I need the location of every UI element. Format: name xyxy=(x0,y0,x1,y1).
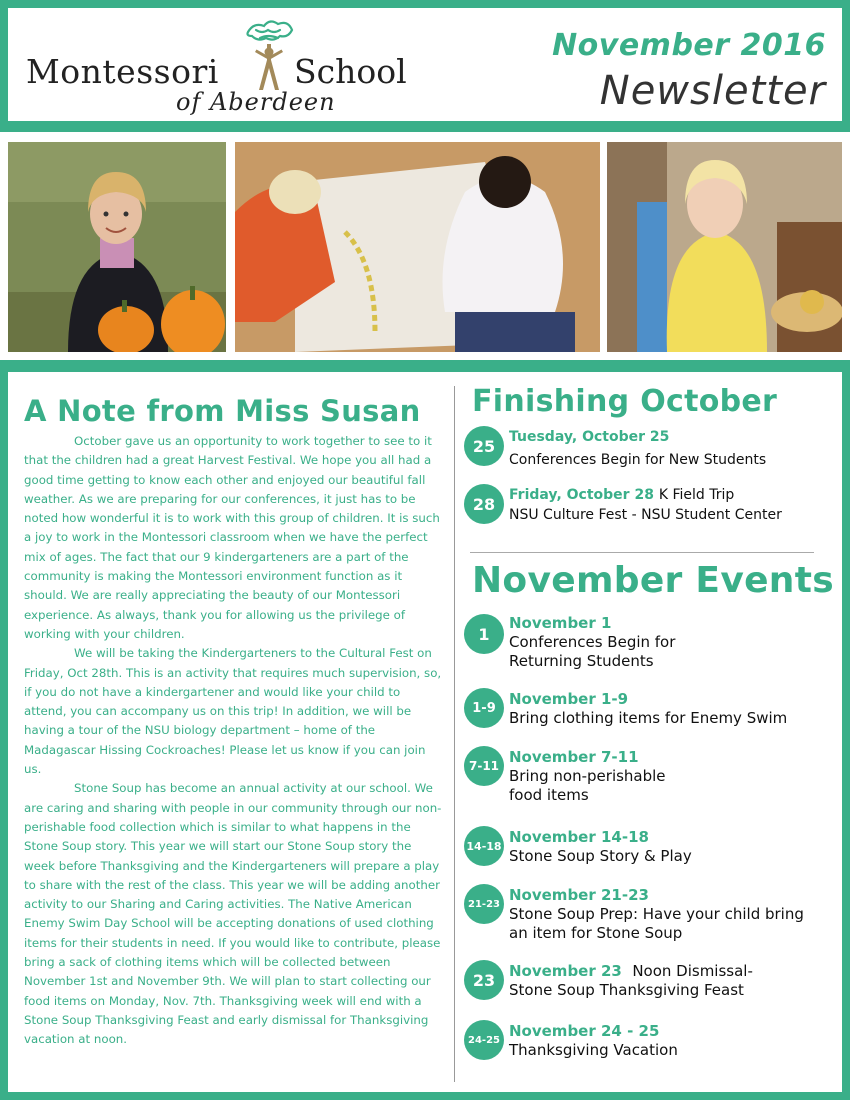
event-description: Stone Soup Thanksgiving Feast xyxy=(509,981,744,999)
event-description: Thanksgiving Vacation xyxy=(509,1041,678,1059)
photo-children-working-image xyxy=(235,142,600,352)
note-paragraph: October gave us an opportunity to work together to see to it that the children had a great Harvest Festival. We hope you all had a good time getting to know each other and enjoyed our beautiful fall weather. As we are preparing for our conferences, it just has to be noted how wonderful it is to work with this group of children. It is such a joy to work in the Montessori classroom when we have the perfect mix of ages. The fact that our 9 kindergarteners are a part of the community is making the Montessori environment function as it should. We are really appreciating the beauty of our Montessori experience. As always, thank you for allowing us the privilege of working with your children. xyxy=(24,434,440,641)
event-description: Conferences Begin for New Students xyxy=(509,452,767,468)
event-description: Bring non-perishable food items xyxy=(509,767,666,804)
tree-figure-icon xyxy=(238,18,300,94)
photo-girl-at-table-image xyxy=(607,142,842,352)
event-date: November 14-18 xyxy=(509,828,649,846)
photo-children-working xyxy=(235,142,600,352)
newsletter-body xyxy=(8,372,842,1092)
column-divider xyxy=(454,386,455,1082)
event-description: Bring clothing items for Enemy Swim xyxy=(509,709,788,727)
date-badge: 21-23 xyxy=(464,884,504,924)
event-description: Stone Soup Prep: Have your child bring an item for Stone Soup xyxy=(509,905,804,942)
date-badge: 28 xyxy=(464,484,504,524)
section-divider xyxy=(470,552,814,553)
logo-text-school: School xyxy=(294,52,407,91)
note-body xyxy=(24,432,444,1050)
issue-date: November 2016 xyxy=(552,28,826,63)
event-date: Friday, October 28 K Field Trip xyxy=(509,487,735,503)
photo-girl-at-table xyxy=(607,142,842,352)
header xyxy=(8,8,842,121)
november-section-title: November Events xyxy=(472,560,834,601)
event-date: November 1 xyxy=(509,614,612,632)
photo-girl-with-pumpkins-image xyxy=(8,142,226,352)
event-description: Conferences Begin for Returning Students xyxy=(509,633,676,670)
date-badge: 25 xyxy=(464,426,504,466)
date-badge: 7-11 xyxy=(464,746,504,786)
event-description: NSU Culture Fest - NSU Student Center xyxy=(509,507,782,523)
date-badge: 23 xyxy=(464,960,504,1000)
event-description: Stone Soup Story & Play xyxy=(509,847,692,865)
school-logo xyxy=(26,14,416,124)
event-date: November 7-11 xyxy=(509,748,639,766)
note-paragraph: Stone Soup has become an annual activity at our school. We are caring and sharing with people in our community through our non-perishable food collection which is similar to what happens in the Stone Soup story. This year we will start our Stone Soup story the week before Thanksgiving and the Kindergarteners will prepare a play to share with the rest of the class. This year we will be adding another activity to our Sharing and Caring activities. The Native American Enemy Swim Day School will be accepting donations of used clothing items for their students in need. If you would like to contribute, please bring a sack of clothing items which will be collected between November 1st and November 9th. We will plan to start collecting our food items on Monday, Nov. 7th. Thanksgiving week will end with a Stone Soup Thanksgiving Feast and early dismissal for Thanksgiving vacation at noon. xyxy=(24,781,442,1047)
date-badge: 24-25 xyxy=(464,1020,504,1060)
event-date: November 21-23 xyxy=(509,886,649,904)
event-date: November 24 - 25 xyxy=(509,1022,660,1040)
photo-girl-with-pumpkins xyxy=(8,142,226,352)
october-section-title: Finishing October xyxy=(472,384,778,419)
event-date: November 1-9 xyxy=(509,690,629,708)
date-badge: 14-18 xyxy=(464,826,504,866)
event-date: Tuesday, October 25 xyxy=(509,429,670,445)
date-badge: 1-9 xyxy=(464,688,504,728)
logo-text-montessori: Montessori xyxy=(26,52,219,91)
newsletter-title: Newsletter xyxy=(599,68,826,114)
date-badge: 1 xyxy=(464,614,504,654)
photo-strip xyxy=(0,132,850,360)
note-paragraph: We will be taking the Kindergarteners to the Cultural Fest on Friday, Oct 28th. This is an activity that requires much supervision, so, if you do not have a kindergartener and would like your child to attend, you can accompany us on this trip! In addition, we will be having a tour of the NSU biology department – home of the Madagascar Hissing Cockroaches! Please let us know if you can join us. xyxy=(24,646,442,777)
logo-text-location: of Aberdeen xyxy=(176,88,336,116)
event-date: November 23 Noon Dismissal- xyxy=(509,962,753,980)
note-title: A Note from Miss Susan xyxy=(24,394,421,428)
